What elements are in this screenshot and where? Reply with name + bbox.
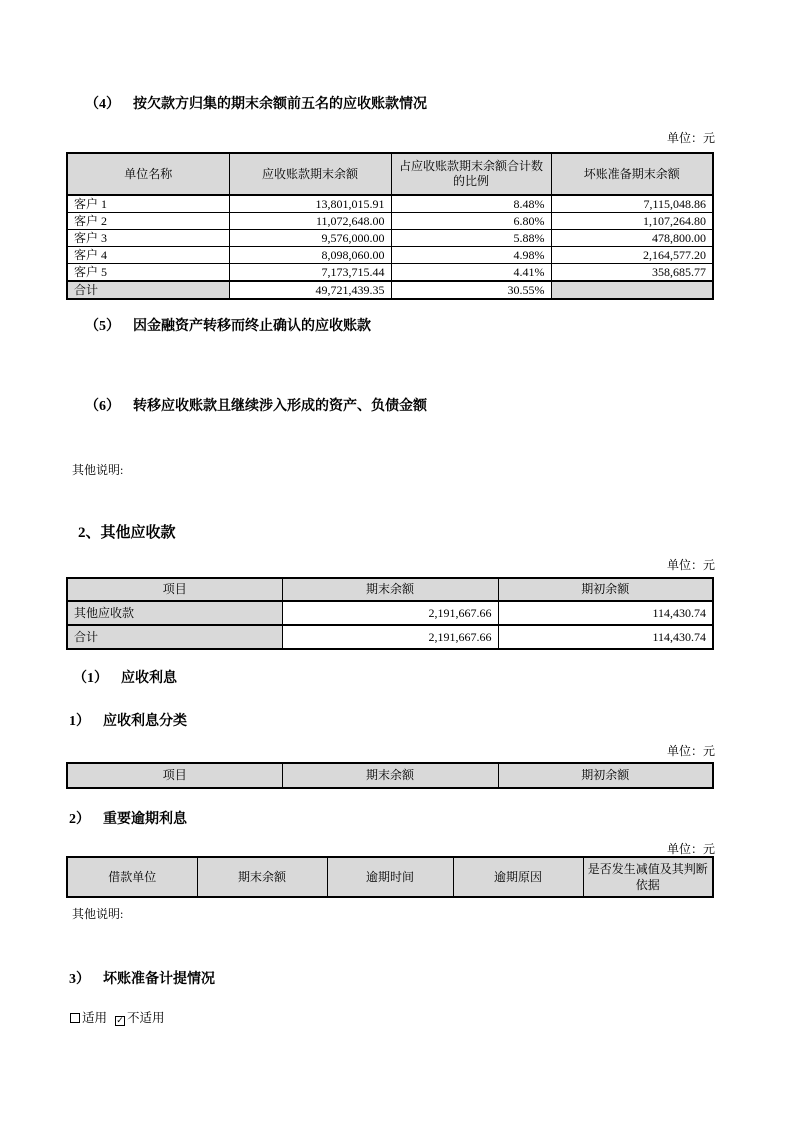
col-header-borrower: 借款单位 xyxy=(67,857,197,897)
table-row xyxy=(67,195,713,213)
unit-label: 单位：元 xyxy=(666,558,715,572)
table-row xyxy=(67,230,713,247)
section-title: 应收利息 xyxy=(121,671,177,686)
applicable-label: 适用 xyxy=(82,1011,108,1025)
section-heading-4 xyxy=(85,93,427,113)
cell-ratio: 4.41% xyxy=(391,264,551,282)
section-number: （5） xyxy=(85,319,120,334)
col-header-item: 项目 xyxy=(67,578,282,601)
interest-classification-table xyxy=(66,762,714,789)
cell-ratio: 4.98% xyxy=(391,247,551,264)
cell-bad-debt: 2,164,577.20 xyxy=(551,247,713,264)
header-row xyxy=(67,857,713,897)
col-header-ending-balance: 期末余额 xyxy=(197,857,327,897)
table-total-row xyxy=(67,625,713,649)
section-number: 2） xyxy=(69,812,90,827)
section-heading-bad-debt-provision xyxy=(69,968,215,988)
section-title: 因金融资产转移而终止确认的应收账款 xyxy=(133,319,371,334)
cell-ending-balance: 13,801,015.91 xyxy=(229,195,391,213)
table-row xyxy=(67,601,713,625)
table-header xyxy=(67,153,713,195)
top5-receivables-table xyxy=(66,152,714,300)
table-row xyxy=(67,247,713,264)
cell-customer-name: 客户 3 xyxy=(67,230,229,247)
section-title: 重要逾期利息 xyxy=(103,812,187,827)
cell-bad-debt: 1,107,264.80 xyxy=(551,213,713,230)
applicability-row xyxy=(70,1008,165,1026)
header-row xyxy=(67,578,713,601)
table-total-row xyxy=(67,281,713,299)
applicable-option xyxy=(70,1011,107,1025)
col-header-bad-debt-provision: 坏账准备期末余额 xyxy=(551,153,713,195)
unit-label: 单位：元 xyxy=(666,744,715,758)
section-title: 应收利息分类 xyxy=(103,714,187,729)
cell-customer-name: 客户 4 xyxy=(67,247,229,264)
cell-customer-name: 客户 2 xyxy=(67,213,229,230)
table-header xyxy=(67,763,713,788)
unit-label: 单位：元 xyxy=(666,131,715,145)
cell-total-ending: 2,191,667.66 xyxy=(282,625,498,649)
col-header-item: 项目 xyxy=(67,763,282,788)
overdue-interest-table xyxy=(66,856,714,898)
section-heading-overdue-interest xyxy=(69,808,187,828)
table-header xyxy=(67,578,713,601)
checkbox-checked-icon[interactable]: ✓ xyxy=(116,1016,124,1026)
section-number: （1） xyxy=(73,671,108,686)
col-header-overdue-reason: 逾期原因 xyxy=(453,857,583,897)
col-header-overdue-time: 逾期时间 xyxy=(327,857,453,897)
cell-total-label: 合计 xyxy=(67,281,229,299)
section-title: 坏账准备计提情况 xyxy=(103,972,215,987)
section-number: 1） xyxy=(69,714,90,729)
col-header-beginning-balance: 期初余额 xyxy=(498,578,713,601)
cell-total-bad-debt xyxy=(551,281,713,299)
cell-ending-balance: 8,098,060.00 xyxy=(229,247,391,264)
cell-beginning-balance: 114,430.74 xyxy=(498,601,713,625)
cell-total-ratio: 30.55% xyxy=(391,281,551,299)
cell-item: 其他应收款 xyxy=(67,601,282,625)
cell-ratio: 5.88% xyxy=(391,230,551,247)
other-notes-label: 其他说明: xyxy=(72,463,124,477)
section-heading-6 xyxy=(85,395,427,415)
section-heading-interest-classification xyxy=(69,710,187,730)
table-header xyxy=(67,857,713,897)
header-row xyxy=(67,763,713,788)
section-heading-other-receivables: 2、其他应收款 xyxy=(78,525,176,541)
section-number: （6） xyxy=(85,399,120,414)
section-number: 3） xyxy=(69,972,90,987)
col-header-ending-balance: 期末余额 xyxy=(282,763,498,788)
section-heading-5 xyxy=(85,315,371,335)
cell-ratio: 8.48% xyxy=(391,195,551,213)
table-row xyxy=(67,213,713,230)
cell-ending-balance: 2,191,667.66 xyxy=(282,601,498,625)
cell-customer-name: 客户 5 xyxy=(67,264,229,282)
section-number: （4） xyxy=(85,97,120,112)
cell-bad-debt: 358,685.77 xyxy=(551,264,713,282)
cell-total-ending: 49,721,439.35 xyxy=(229,281,391,299)
col-header-ratio: 占应收账款期末余额合计数的比例 xyxy=(391,153,551,195)
section-title: 按欠款方归集的期末余额前五名的应收账款情况 xyxy=(133,97,427,112)
cell-ending-balance: 11,072,648.00 xyxy=(229,213,391,230)
cell-bad-debt: 7,115,048.86 xyxy=(551,195,713,213)
col-header-ending-balance: 应收账款期末余额 xyxy=(229,153,391,195)
col-header-ending-balance: 期末余额 xyxy=(282,578,498,601)
cell-bad-debt: 478,800.00 xyxy=(551,230,713,247)
section-heading-interest-receivable xyxy=(73,667,177,687)
cell-ratio: 6.80% xyxy=(391,213,551,230)
col-header-impairment-judgment: 是否发生减值及其判断依据 xyxy=(583,857,713,897)
col-header-unit-name: 单位名称 xyxy=(67,153,229,195)
other-receivables-table xyxy=(66,577,714,650)
cell-ending-balance: 7,173,715.44 xyxy=(229,264,391,282)
header-row xyxy=(67,153,713,195)
other-notes-label: 其他说明: xyxy=(72,907,124,921)
not-applicable-label: 不适用 xyxy=(127,1011,165,1025)
col-header-beginning-balance: 期初余额 xyxy=(498,763,713,788)
table-body xyxy=(67,601,713,649)
not-applicable-option xyxy=(115,1011,165,1025)
table-row xyxy=(67,264,713,282)
cell-total-beginning: 114,430.74 xyxy=(498,625,713,649)
cell-customer-name: 客户 1 xyxy=(67,195,229,213)
checkbox-unchecked-icon[interactable] xyxy=(70,1013,80,1023)
unit-label: 单位：元 xyxy=(666,842,715,856)
cell-ending-balance: 9,576,000.00 xyxy=(229,230,391,247)
table-body xyxy=(67,195,713,299)
cell-total-label: 合计 xyxy=(67,625,282,649)
section-title: 转移应收账款且继续涉入形成的资产、负债金额 xyxy=(133,399,427,414)
